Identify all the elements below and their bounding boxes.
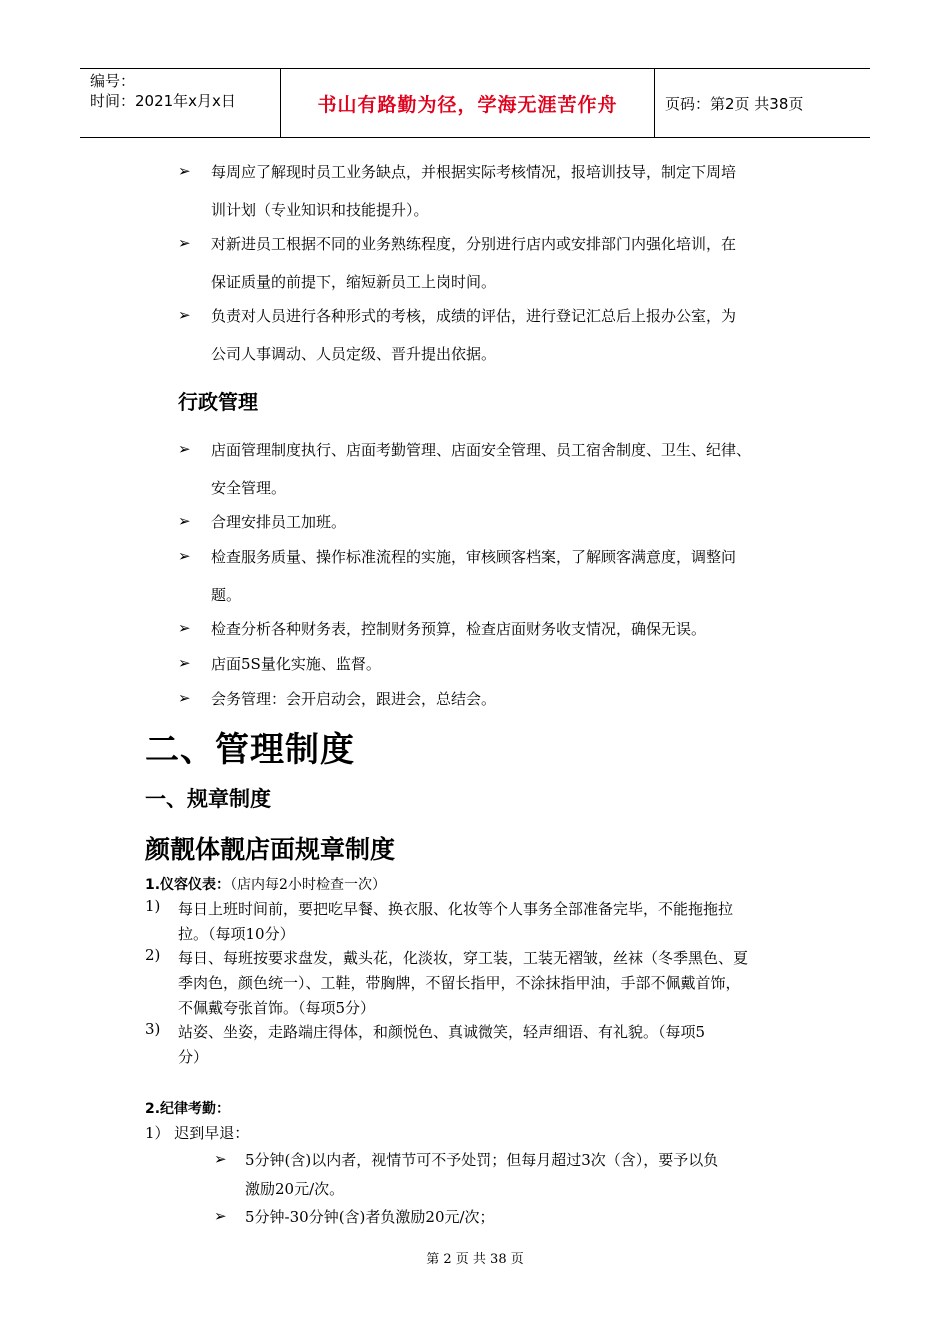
item-text: 站姿、坐姿，走路端庄得体，和颜悦色、真诚微笑，轻声细语、有礼貌。（每项5 [178, 1023, 706, 1041]
arrow-bullet-icon: ➢ [178, 619, 191, 637]
list-item-text: 店面5S量化实施、监督。 [211, 655, 381, 673]
list-item-text: 每周应了解现时员工业务缺点，并根据实际考核情况，报培训技导，制定下周培 [211, 163, 737, 181]
clause-heading [145, 1098, 230, 1118]
list-item-text: 对新进员工根据不同的业务熟练程度，分别进行店内或安排部门内强化培训，在 [211, 235, 737, 253]
arrow-bullet-icon: ➢ [178, 689, 191, 707]
clause-title: 1.仪容仪表： [145, 877, 231, 893]
clause-title: 2.纪律考勤： [145, 1101, 231, 1117]
arrow-bullet-icon: ➢ [214, 1150, 227, 1168]
item-number: 1) [145, 897, 161, 915]
page-header [80, 68, 870, 138]
item-text: 分） [178, 1048, 209, 1066]
clause-note: （店内每2小时检查一次） [230, 877, 386, 893]
item-text: 季肉色，颜色统一）、工鞋，带胸牌，不留长指甲，不涂抹指甲油，手部不佩戴首饰， [178, 974, 741, 992]
page-label: 页码：第2页 共38页 [665, 94, 804, 113]
motto: 书山有路勤为径，学海无涯苦作舟 [317, 93, 618, 116]
list-item-text: 激励20元/次。 [245, 1180, 345, 1198]
item-number: 3) [145, 1020, 161, 1038]
list-item-text: 安全管理。 [211, 479, 287, 497]
list-item-text: 保证质量的前提下，缩短新员工上岗时间。 [211, 273, 497, 291]
list-item-text: 检查服务质量、操作标准流程的实施，审核顾客档案，了解顾客满意度，调整问 [211, 548, 737, 566]
list-item-text: 训计划（专业知识和技能提升）。 [211, 201, 429, 219]
date-label: 时间：2021年x月x日 [90, 92, 236, 110]
arrow-bullet-icon: ➢ [178, 512, 191, 530]
arrow-bullet-icon: ➢ [178, 234, 191, 252]
page-footer: 第 2 页 共 38 页 [426, 1252, 524, 1267]
subsection-title: 颜靓体靓店面规章制度 [145, 835, 396, 864]
clause-heading [145, 874, 386, 894]
section-heading: 行政管理 [178, 390, 258, 414]
chapter-title: 二、管理制度 [145, 730, 355, 770]
arrow-bullet-icon: ➢ [178, 162, 191, 180]
list-item-text: 公司人事调动、人员定级、晋升提出依据。 [211, 345, 497, 363]
list-item-text: 店面管理制度执行、店面考勤管理、店面安全管理、员工宿舍制度、卫生、纪律、 [211, 441, 752, 459]
item-text: 拉。（每项10分） [178, 925, 295, 943]
clause-sub: 1） 迟到早退： [145, 1124, 250, 1142]
number-label: 编号： [90, 72, 136, 90]
arrow-bullet-icon: ➢ [178, 547, 191, 565]
list-item-text: 检查分析各种财务表，控制财务预算，检查店面财务收支情况，确保无误。 [211, 620, 707, 638]
item-number: 2) [145, 946, 161, 964]
header-motto-cell [281, 69, 655, 137]
list-item-text: 5分钟-30分钟(含)者负激励20元/次； [245, 1208, 495, 1226]
list-item-text: 会务管理：会开启动会，跟进会，总结会。 [211, 690, 497, 708]
list-item-text: 合理安排员工加班。 [211, 513, 347, 531]
list-item-text: 负责对人员进行各种形式的考核，成绩的评估，进行登记汇总后上报办公室，为 [211, 307, 737, 325]
item-text: 每日、每班按要求盘发，戴头花，化淡妆，穿工装，工装无褶皱，丝袜（冬季黑色、夏 [178, 949, 749, 967]
arrow-bullet-icon: ➢ [178, 440, 191, 458]
list-item-text: 题。 [211, 586, 242, 604]
arrow-bullet-icon: ➢ [178, 654, 191, 672]
list-item-text: 5分钟(含)以内者，视情节可不予处罚；但每月超过3次（含），要予以负 [245, 1151, 719, 1169]
header-meta [80, 69, 281, 137]
header-page-cell [655, 69, 870, 137]
item-text: 不佩戴夸张首饰。（每项5分） [178, 999, 376, 1017]
arrow-bullet-icon: ➢ [214, 1207, 227, 1225]
section-title: 一、规章制度 [145, 787, 271, 811]
item-text: 每日上班时间前，要把吃早餐、换衣服、化妆等个人事务全部准备完毕，不能拖拖拉 [178, 900, 734, 918]
arrow-bullet-icon: ➢ [178, 306, 191, 324]
